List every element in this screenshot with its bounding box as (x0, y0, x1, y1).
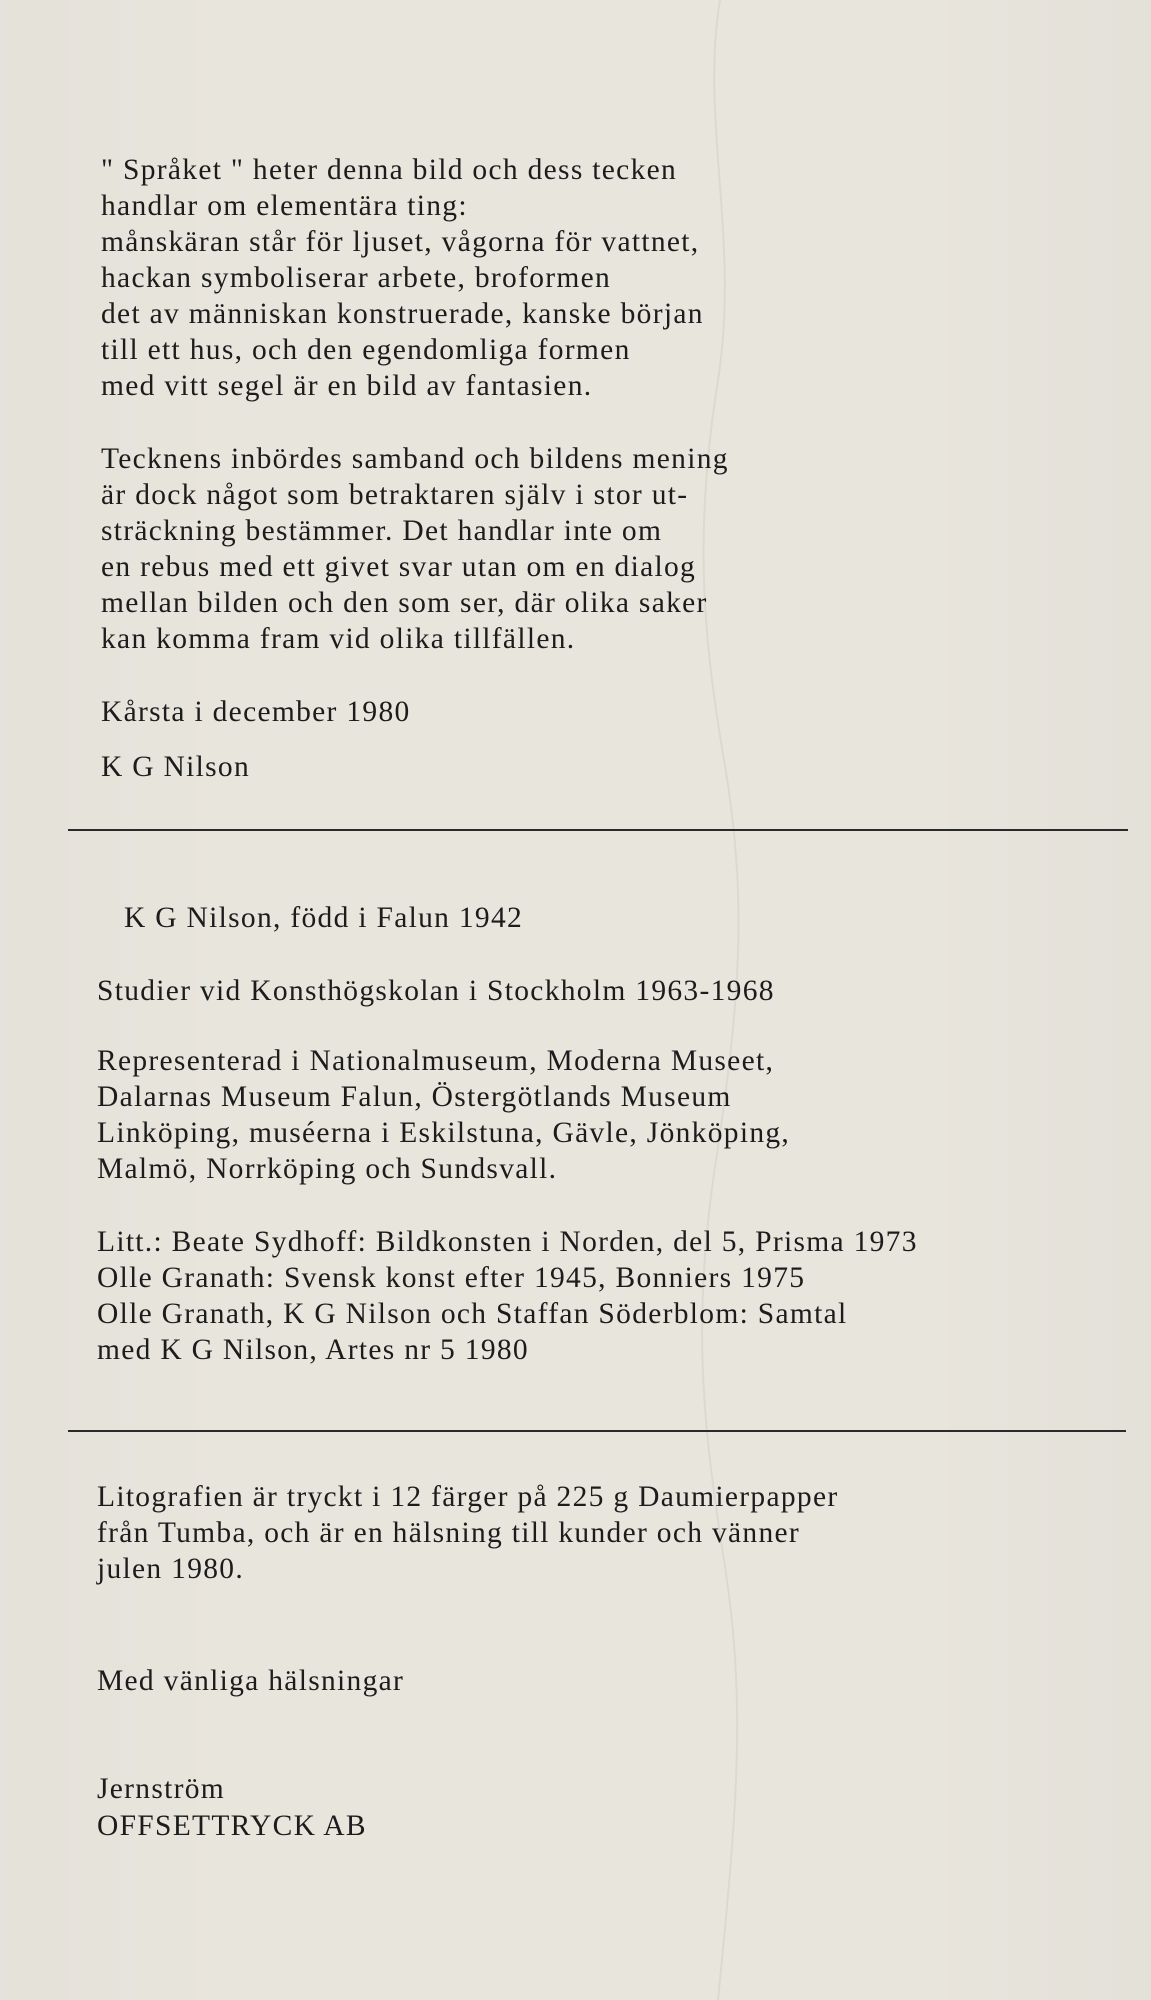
bio-represented-line: Linköping, muséerna i Eskilstuna, Gävle, Jönköping, (97, 1117, 791, 1149)
printing-line: från Tumba, och är en hälsning till kunder och vänner (97, 1517, 801, 1549)
company-name: Jernström (97, 1773, 226, 1805)
printing-line: julen 1980. (97, 1553, 245, 1585)
bio-represented-line: Dalarnas Museum Falun, Östergötlands Museum (97, 1081, 732, 1113)
bio-studies: Studier vid Konsthögskolan i Stockholm 1963-1968 (97, 975, 775, 1007)
divider-top (68, 829, 1128, 831)
intro-line: till ett hus, och den egendomliga formen (101, 334, 631, 366)
bio-literature-line: med K G Nilson, Artes nr 5 1980 (97, 1334, 529, 1366)
printing-line: Litografien är tryckt i 12 färger på 225 g Daumierpapper (97, 1481, 839, 1513)
intro-line: " Språket " heter denna bild och dess tecken (101, 154, 678, 186)
signature: K G Nilson (101, 751, 251, 783)
bio-born: K G Nilson, född i Falun 1942 (124, 902, 524, 934)
bio-literature-line: Litt.: Beate Sydhoff: Bildkonsten i Norden, del 5, Prisma 1973 (97, 1226, 918, 1258)
meaning-line: är dock något som betraktaren själv i stor ut- (101, 479, 689, 511)
intro-line: det av människan konstruerade, kanske början (101, 298, 704, 330)
intro-line: med vitt segel är en bild av fantasien. (101, 370, 593, 402)
meaning-line: mellan bilden och den som ser, där olika saker (101, 587, 708, 619)
intro-line: hackan symboliserar arbete, broformen (101, 262, 612, 294)
bio-represented-line: Malmö, Norrköping och Sundsvall. (97, 1153, 558, 1185)
meaning-line: en rebus med ett givet svar utan om en dialog (101, 551, 697, 583)
divider-bottom (68, 1430, 1126, 1432)
closing-greeting: Med vänliga hälsningar (97, 1665, 405, 1697)
meaning-line: kan komma fram vid olika tillfällen. (101, 623, 576, 655)
bio-represented-line: Representerad i Nationalmuseum, Moderna Museet, (97, 1045, 775, 1077)
meaning-line: sträckning bestämmer. Det handlar inte om (101, 515, 663, 547)
intro-line: handlar om elementära ting: (101, 190, 468, 222)
dateline: Kårsta i december 1980 (101, 696, 411, 728)
bio-literature-line: Olle Granath: Svensk konst efter 1945, Bonniers 1975 (97, 1262, 806, 1294)
bio-literature-line: Olle Granath, K G Nilson och Staffan Söderblom: Samtal (97, 1298, 848, 1330)
intro-line: månskäran står för ljuset, vågorna för vattnet, (101, 226, 700, 258)
company-name-suffix: OFFSETTRYCK AB (97, 1810, 367, 1842)
meaning-line: Tecknens inbördes samband och bildens mening (101, 443, 729, 475)
